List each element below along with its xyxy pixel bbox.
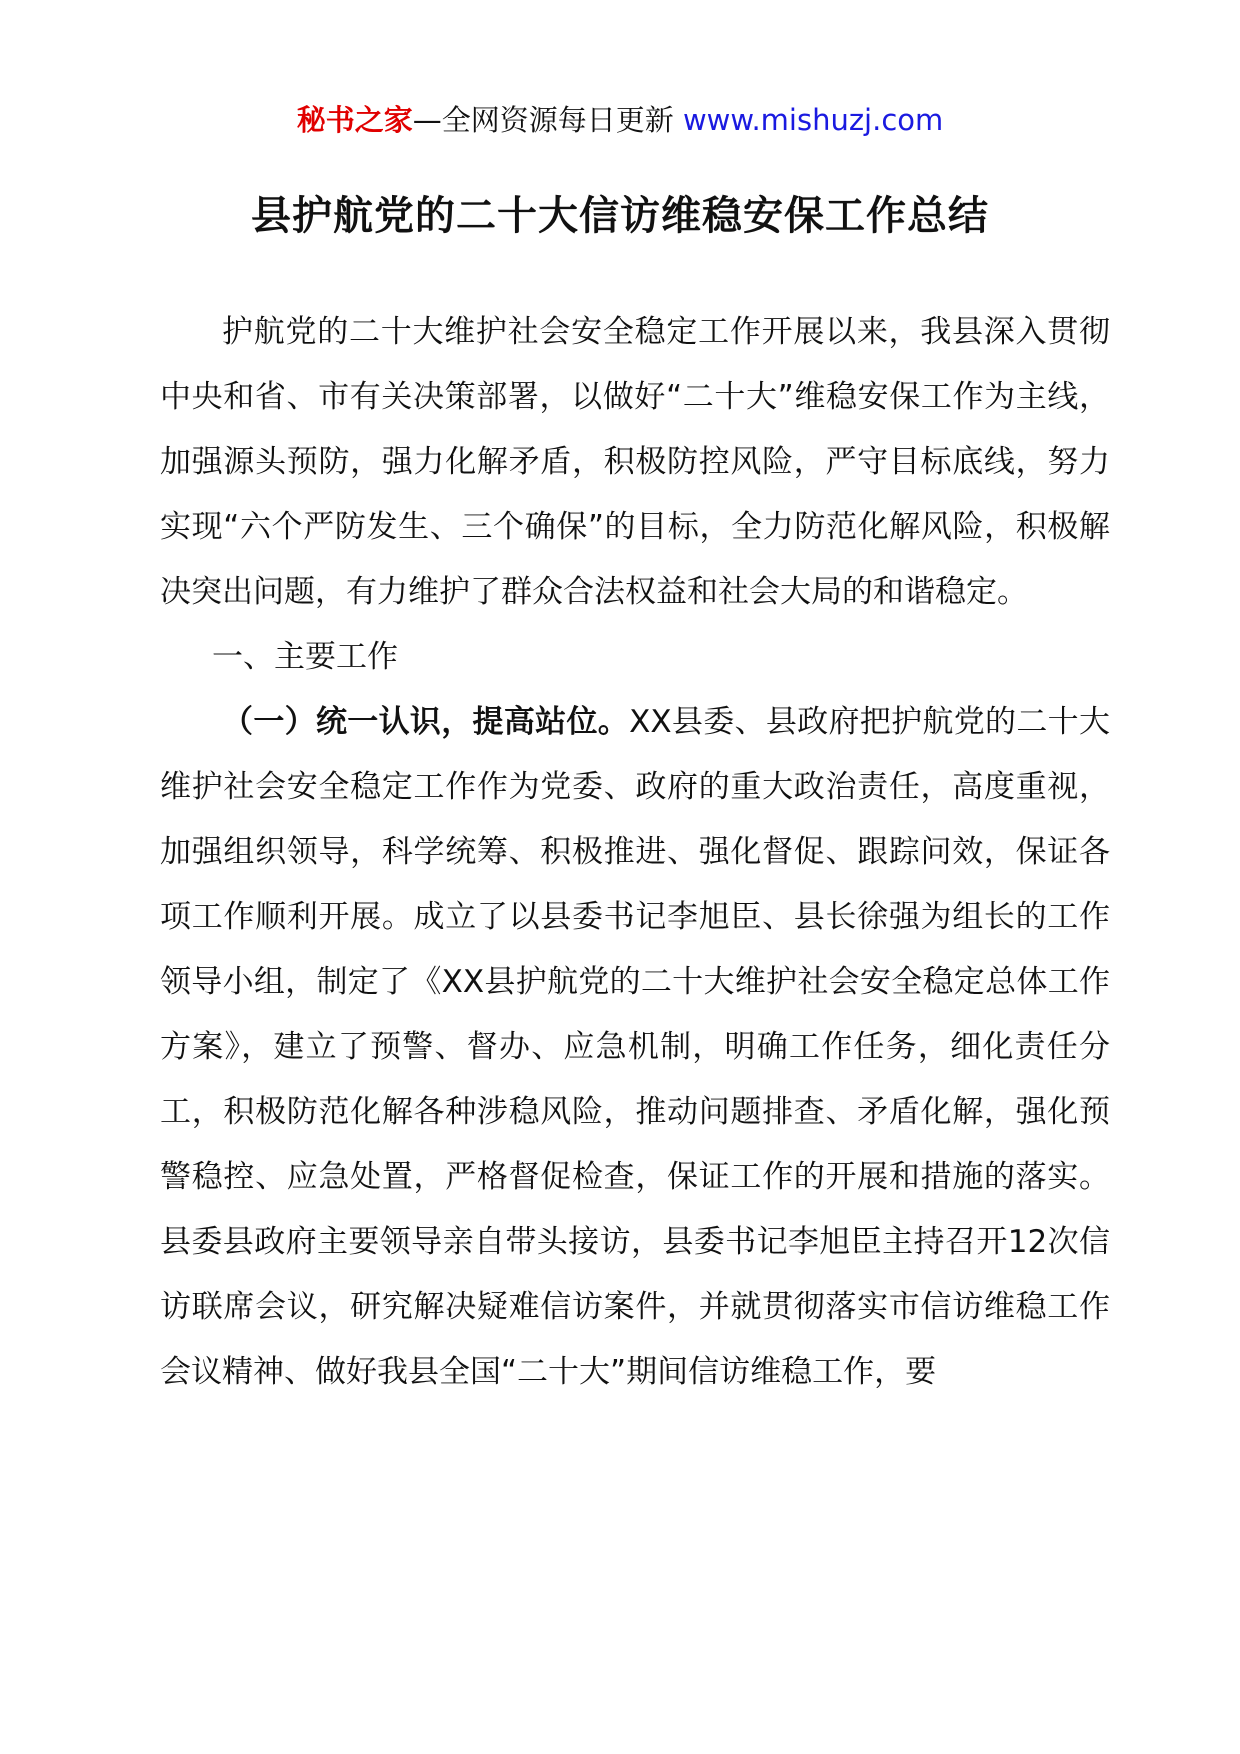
page-header [0, 100, 1240, 140]
document-body [160, 300, 1110, 1405]
brand-name: 秘书之家 [296, 103, 413, 137]
subsection-heading: （一）统一认识，提高站位。 [222, 704, 630, 740]
document-title: 县护航党的二十大信访维稳安保工作总结 [251, 193, 989, 239]
subsection-body: XX县委、县政府把护航党的二十大维护社会安全稳定工作作为党委、政府的重大政治责任，高度重视，加强组织领导，科学统筹、积极推进、强化督促、跟踪问效，保证各项工作顺利开展。成立了以县委书记李旭臣、县长徐强为组长的工作领导小组，制定了《XX县护航党的二十大维护社会安全稳定总体工作方案》，建立了预警、督办、应急机制，明确工作任务，细化责任分工，积极防范化解各种涉稳风险，推动问题排查、矛盾化解，强化预警稳控、应急处置，严格督促检查，保证工作的开展和措施的落实。县委县政府主要领导亲自带头接访，县委书记李旭臣主持召开12次信访联席会议，研究解决疑难信访案件，并就贯彻落实市信访维稳工作会议精神、做好我县全国“二十大”期间信访维稳工作，要 [160, 704, 1110, 1390]
subsection-paragraph [160, 690, 1110, 1405]
header-slogan: —全网资源每日更新 [412, 103, 674, 137]
intro-paragraph: 护航党的二十大维护社会安全稳定工作开展以来，我县深入贯彻中央和省、市有关决策部署，以做好“二十大”维稳安保工作为主线，加强源头预防，强力化解矛盾，积极防控风险，严守目标底线，努力实现“六个严防发生、三个确保”的目标，全力防范化解风险，积极解决突出问题，有力维护了群众合法权益和社会大局的和谐稳定。 [160, 314, 1110, 610]
website-link[interactable]: www.mishuzj.com [682, 103, 944, 137]
section-heading: 一、主要工作 [212, 639, 398, 675]
